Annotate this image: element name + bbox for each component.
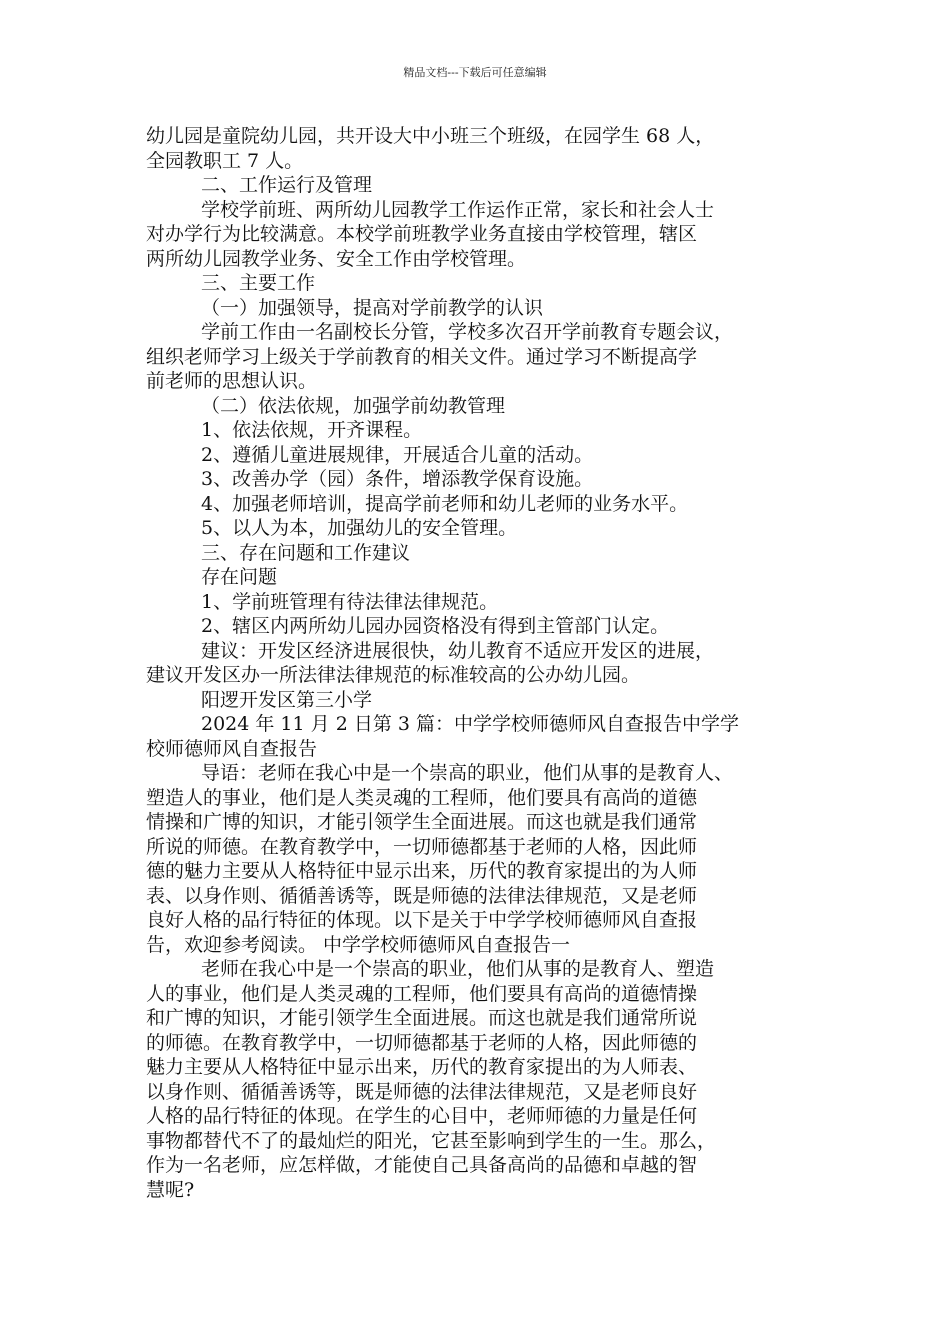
document-body xyxy=(146,124,816,1202)
text-line: 老师在我心中是一个崇高的职业，他们从事的是教育人、塑造 xyxy=(201,958,715,980)
text-line: 4、加强老师培训，提高学前老师和幼儿老师的业务水平。 xyxy=(201,492,689,515)
text-line: 事物都替代不了的最灿烂的阳光，它甚至影响到学生的一生。那么， xyxy=(146,1129,717,1152)
text-line: 以身作则、循循善诱等，既是师德的法律法律规范，又是老师良好 xyxy=(146,1080,698,1103)
text-line: 幼儿园是童院幼儿园，共开设大中小班三个班级，在园学生 68 人， xyxy=(146,125,715,147)
text-line: 告，欢迎参考阅读。 中学学校师德师风自查报告一 xyxy=(146,933,571,956)
text-line: 魅力主要从人格特征中显示出来，历代的教育家提出的为人师表、 xyxy=(146,1056,698,1078)
text-line: （二）依法依规，加强学前幼教管理 xyxy=(201,394,506,417)
text-line: 2024 年 11 月 2 日第 3 篇：中学学校师德师风自查报告中学学 xyxy=(201,713,739,735)
page-header: 精品文档---下载后可任意编辑 xyxy=(403,66,547,79)
text-line: 1、学前班管理有待法律法律规范。 xyxy=(201,590,499,613)
text-line: 全园教职工 7 人。 xyxy=(146,149,304,172)
text-line: 2、遵循儿童进展规律，开展适合儿童的活动。 xyxy=(201,443,594,466)
text-line: 二、工作运行及管理 xyxy=(201,174,373,196)
text-line: 5、以人为本，加强幼儿的安全管理。 xyxy=(201,517,518,539)
text-line: 表、以身作则、循循善诱等，既是师德的法律法律规范，又是老师 xyxy=(146,884,698,907)
text-line: 3、改善办学（园）条件，增添教学保育设施。 xyxy=(201,468,594,490)
text-line: 前老师的思想认识。 xyxy=(146,370,318,392)
text-line: 和广博的知识，才能引领学生全面进展。而这也就是我们通常所说 xyxy=(146,1007,698,1029)
text-line: 的师德。在教育教学中，一切师德都基于老师的人格，因此师德的 xyxy=(146,1031,698,1054)
text-line: 人格的品行特征的体现。在学生的心目中，老师师德的力量是任何 xyxy=(146,1105,698,1127)
text-line: 情操和广博的知识，才能引领学生全面进展。而这也就是我们通常 xyxy=(146,811,698,833)
text-line: 建议：开发区经济进展很快，幼儿教育不适应开发区的进展， xyxy=(201,639,715,662)
text-line: 阳逻开发区第三小学 xyxy=(201,688,373,711)
text-line: 存在问题 xyxy=(201,566,278,588)
text-line: 所说的师德。在教育教学中，一切师德都基于老师的人格，因此师 xyxy=(146,835,698,858)
text-line: 学校学前班、两所幼儿园教学工作运作正常，家长和社会人士 xyxy=(201,198,715,221)
text-line: 校师德师风自查报告 xyxy=(146,737,318,760)
text-line: 两所幼儿园教学业务、安全工作由学校管理。 xyxy=(146,247,527,270)
text-line: 2、辖区内两所幼儿园办园资格没有得到主管部门认定。 xyxy=(201,615,670,637)
text-line: 慧呢? xyxy=(146,1178,195,1201)
text-line: 三、存在问题和工作建议 xyxy=(201,541,411,564)
text-line: 良好人格的品行特征的体现。以下是关于中学学校师德师风自查报 xyxy=(146,909,698,931)
text-line: 1、依法依规，开齐课程。 xyxy=(201,419,423,441)
text-line: 学前工作由一名副校长分管，学校多次召开学前教育专题会议， xyxy=(201,321,734,343)
text-line: 作为一名老师，应怎样做，才能使自己具备高尚的品德和卓越的智 xyxy=(146,1154,698,1176)
text-line: 人的事业，他们是人类灵魂的工程师，他们要具有高尚的道德情操 xyxy=(146,982,698,1005)
text-line: 三、主要工作 xyxy=(201,272,316,294)
text-line: 对办学行为比较满意。本校学前班教学业务直接由学校管理，辖区 xyxy=(146,223,698,245)
text-line: （一）加强领导，提高对学前教学的认识 xyxy=(201,296,544,319)
text-line: 导语：老师在我心中是一个崇高的职业，他们从事的是教育人、 xyxy=(201,762,734,784)
text-line: 建议开发区办一所法律法律规范的标准较高的公办幼儿园。 xyxy=(146,664,641,686)
text-line: 德的魅力主要从人格特征中显示出来，历代的教育家提出的为人师 xyxy=(146,860,698,882)
text-line: 塑造人的事业，他们是人类灵魂的工程师，他们要具有高尚的道德 xyxy=(146,786,698,809)
text-line: 组织老师学习上级关于学前教育的相关文件。通过学习不断提高学 xyxy=(146,345,698,368)
